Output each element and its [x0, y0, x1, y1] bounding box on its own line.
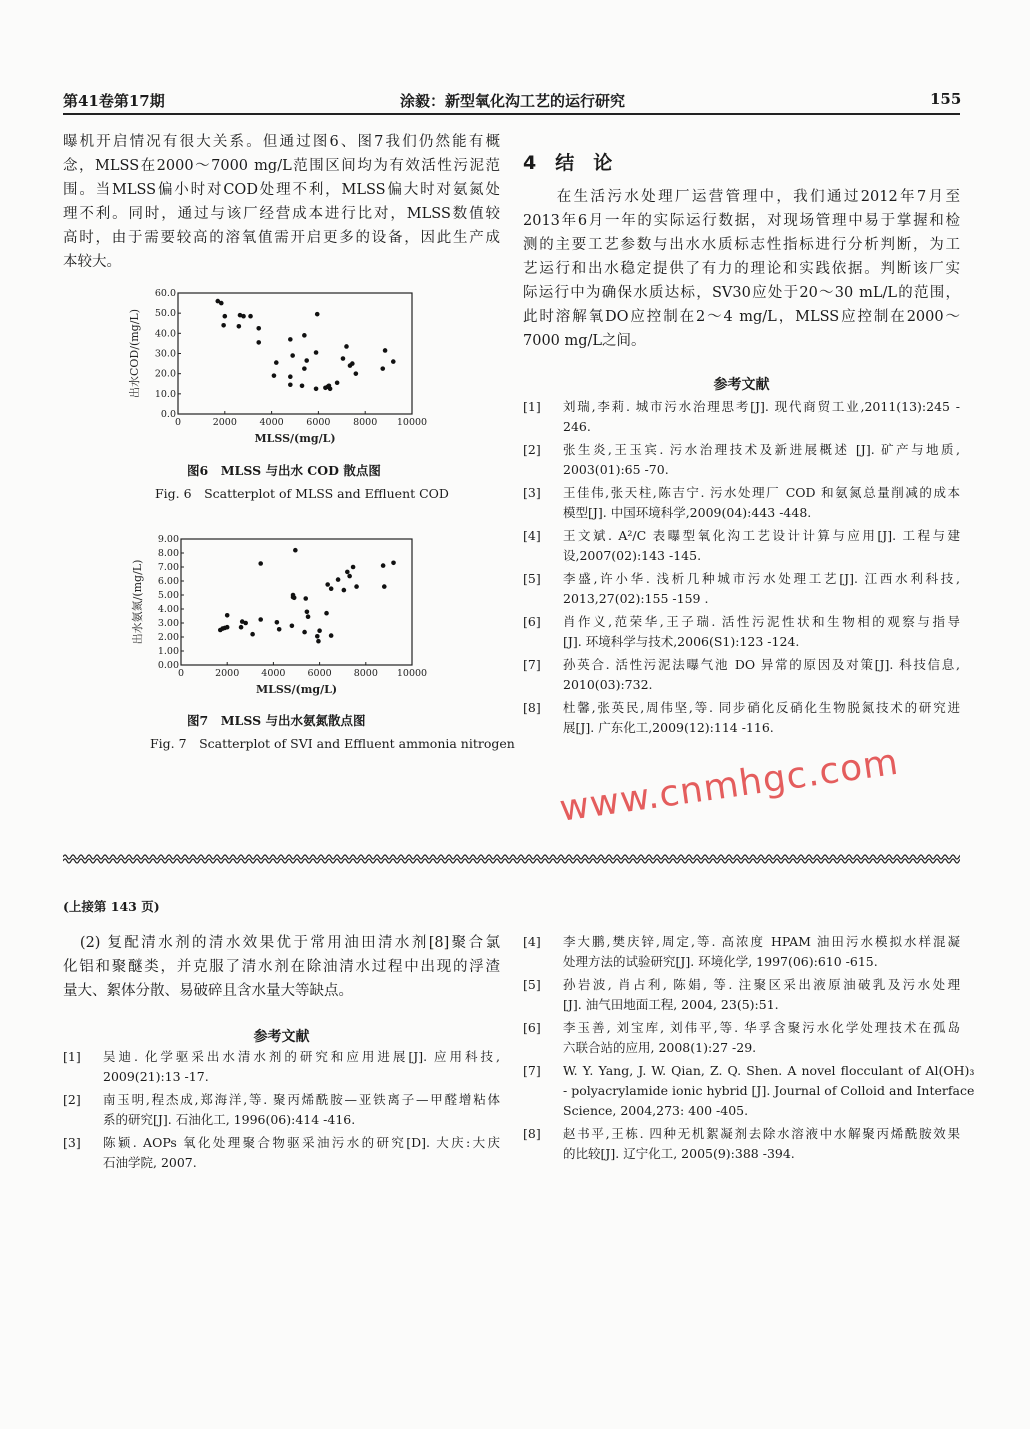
reference-item	[523, 569, 960, 609]
data-point	[239, 625, 244, 630]
reference-number: [1]	[523, 399, 541, 414]
reference-text	[563, 569, 960, 609]
reference-text	[563, 1061, 974, 1121]
data-point	[250, 632, 255, 637]
data-point	[336, 577, 341, 582]
reference-line: 张生炎,王玉宾. 污水治理技术及新进展概述 [J]. 矿产与地质,	[563, 442, 960, 457]
data-point	[314, 350, 319, 355]
reference-text	[563, 483, 960, 523]
reference-text	[103, 1133, 500, 1173]
data-point	[277, 627, 282, 632]
reference-number: [5]	[523, 571, 541, 586]
reference-line: 吴迪. 化学驱采出水清水剂的研究和应用进展[J]. 应用科技,	[103, 1049, 500, 1064]
data-point	[329, 586, 334, 591]
reference-item	[523, 1061, 975, 1121]
y-tick-label: 50.0	[154, 308, 176, 320]
data-point	[288, 374, 293, 379]
text-line: 际运行中为确保水质达标，SV30应处于20～30 mL/L的范围，	[523, 285, 960, 301]
reference-item	[523, 612, 960, 652]
plot-frame	[181, 539, 412, 665]
data-point	[256, 340, 261, 345]
data-point	[328, 386, 333, 391]
y-tick-label: 2.00	[157, 632, 179, 643]
text-line: 在生活污水处理厂运营管理中，我们通过2012年7月至	[523, 189, 960, 205]
running-title: 涂毅：新型氧化沟工艺的运行研究	[400, 92, 626, 110]
reference-line: 的比较[J]. 辽宁化工, 2005(9):388 -394.	[563, 1146, 795, 1161]
data-point	[258, 561, 263, 566]
data-point	[300, 383, 305, 388]
references-list-bottom-right	[523, 932, 975, 1167]
text-line: 此时溶解氧DO应控制在2～4 mg/L，MLSS应控制在2000～	[523, 309, 960, 325]
reference-text	[563, 932, 960, 972]
y-tick-label: 9.00	[157, 534, 179, 545]
reference-number: [8]	[523, 700, 541, 715]
x-tick-label: 2000	[215, 668, 240, 679]
reference-line: 李玉善, 刘宝库, 刘伟平,等. 华孚含聚污水化学处理技术在孤岛	[563, 1020, 960, 1035]
data-point	[290, 624, 295, 629]
reference-item	[523, 440, 960, 480]
x-tick-label: 6000	[307, 668, 332, 679]
x-axis-label: MLSS/(mg/L)	[255, 683, 338, 696]
reference-text	[103, 1047, 500, 1087]
reference-number: [3]	[523, 485, 541, 500]
reference-line: 2013,27(02):155 -159 .	[563, 591, 709, 606]
reference-item	[63, 1133, 500, 1173]
data-point	[381, 563, 386, 568]
data-point	[380, 366, 385, 371]
reference-number: [6]	[523, 614, 541, 629]
reference-number: [2]	[63, 1092, 81, 1107]
x-axis-label: MLSS/(mg/L)	[254, 432, 336, 445]
data-point	[341, 356, 346, 361]
y-tick-label: 3.00	[157, 618, 179, 629]
bottom-paragraph	[63, 931, 500, 1003]
data-point	[347, 574, 352, 579]
text-line: (2) 复配清水剂的清水效果优于常用油田清水剂[8]聚合氯	[63, 935, 500, 951]
reference-line: 2009(21):13 -17.	[103, 1069, 209, 1084]
figure-6-caption-cn: 图6 MLSS 与出水 COD 散点图	[187, 463, 381, 478]
data-point	[248, 314, 253, 319]
data-point	[329, 633, 334, 638]
data-point	[317, 628, 322, 633]
reference-number: [3]	[63, 1135, 81, 1150]
reference-line: 李盛,许小华. 浅析几种城市污水处理工艺[J]. 江西水利科技,	[563, 571, 960, 586]
reference-line: 刘瑞,李莉. 城市污水治理思考[J]. 现代商贸工业,2011(13):245 -	[563, 399, 960, 414]
data-point	[335, 380, 340, 385]
y-tick-label: 10.0	[154, 388, 176, 400]
reference-number: [6]	[523, 1020, 541, 1035]
data-point	[315, 634, 320, 639]
reference-line: 展[J]. 广东化工,2009(12):114 -116.	[563, 720, 774, 735]
data-point	[351, 565, 356, 570]
reference-number: [2]	[523, 442, 541, 457]
data-point	[221, 323, 226, 328]
data-point	[288, 382, 293, 387]
reference-number: [4]	[523, 528, 541, 543]
reference-number: [4]	[523, 934, 541, 949]
header-rule	[63, 113, 960, 115]
data-point	[325, 582, 330, 587]
data-point	[243, 621, 248, 626]
data-point	[354, 584, 359, 589]
reference-line: 王文斌. A²/C 表曝型氧化沟工艺设计计算与应用[J]. 工程与建	[563, 528, 960, 543]
data-point	[382, 584, 387, 589]
x-tick-label: 10000	[396, 668, 428, 679]
data-point	[256, 326, 261, 331]
data-point	[383, 348, 388, 353]
data-point	[274, 360, 279, 365]
y-axis-label: 出水氨氮/(mg/L)	[131, 559, 144, 645]
reference-number: [5]	[523, 977, 541, 992]
data-point	[391, 561, 396, 566]
text-line: 7000 mg/L之间。	[523, 333, 646, 349]
watermark: www.cnmhgc.com	[557, 741, 902, 830]
data-point	[305, 610, 310, 615]
reference-line: 肖作义,范荣华,王子瑞. 活性污泥性状和生物相的观察与指导	[563, 614, 960, 629]
reference-line: 系的研究[J]. 石油化工, 1996(06):414 -416.	[103, 1112, 356, 1127]
reference-line: [J]. 环境科学与技术,2006(S1):123 -124.	[563, 634, 800, 649]
page-number: 155	[930, 90, 962, 108]
x-tick-label: 4000	[259, 417, 284, 428]
x-tick-label: 6000	[306, 417, 331, 428]
y-tick-label: 7.00	[157, 562, 179, 573]
text-line: 化铝和聚醚类，并克服了清水剂在除油清水过程中出现的浮渣	[63, 959, 500, 975]
reference-item	[523, 1018, 960, 1058]
reference-text	[563, 612, 960, 652]
reference-line: W. Y. Yang, J. W. Qian, Z. Q. Shen. A novel flocculant of Al(OH)₃	[563, 1063, 975, 1078]
y-axis-label: 出水COD/(mg/L)	[128, 308, 141, 399]
data-point	[315, 312, 320, 317]
data-point	[241, 314, 246, 319]
text-line: 测的主要工艺参数与出水水质标志性指标进行分析判断，为工	[523, 237, 960, 253]
reference-line: 李大鹏,樊庆锌,周定,等. 高浓度 HPAM 油田污水模拟水样混凝	[563, 934, 960, 949]
text-line: 本较大。	[63, 254, 121, 270]
data-point	[306, 614, 311, 619]
data-point	[223, 314, 228, 319]
data-point	[302, 366, 307, 371]
reference-item	[523, 975, 960, 1015]
y-tick-label: 4.00	[157, 604, 179, 615]
reference-text	[563, 526, 960, 566]
text-line: 围。当MLSS偏小时对COD处理不利，MLSS偏大时对氨氮处	[63, 182, 500, 198]
reference-text	[563, 397, 960, 437]
reference-line: 王佳伟,张天柱,陈吉宁. 污水处理厂 COD 和氨氮总量削减的成本	[563, 485, 960, 500]
data-point	[225, 625, 230, 630]
data-point	[275, 620, 280, 625]
data-point	[292, 596, 297, 601]
reference-line: 2003(01):65 -70.	[563, 462, 669, 477]
figure-6-caption-en: Fig. 6 Scatterplot of MLSS and Effluent COD	[155, 486, 449, 501]
reference-line: 赵书平,王栋. 四种无机絮凝剂去除水溶液中水解聚丙烯酰胺效果	[563, 1126, 960, 1141]
text-line: 高时，由于需要较高的溶氧值需开启更多的设备，因此生产成	[63, 230, 500, 246]
body-paragraph	[63, 130, 500, 274]
reference-line: 2010(03):732.	[563, 677, 653, 692]
reference-item	[63, 1047, 500, 1087]
data-point	[391, 359, 396, 364]
reference-line: [J]. 油气田地面工程, 2004, 23(5):51.	[563, 997, 779, 1012]
reference-line: 南玉明,程杰成,郑海洋,等. 聚丙烯酰胺—亚铁离子—甲醛增粘体	[103, 1092, 500, 1107]
reference-line: 石油学院, 2007.	[103, 1155, 197, 1170]
reference-line: 孙岩波, 肖占利, 陈娟, 等. 注聚区采出液原油破乳及污水处理	[563, 977, 960, 992]
plot-frame	[178, 293, 412, 414]
references-title: 参考文献	[713, 377, 770, 393]
data-point	[354, 371, 359, 376]
data-point	[225, 613, 230, 618]
reference-item	[523, 1124, 960, 1164]
section-divider	[63, 852, 960, 866]
y-tick-label: 6.00	[157, 576, 179, 587]
text-line: 2013年6月一年的实际运行数据，对现场管理中易于掌握和检	[523, 213, 960, 229]
reference-item	[523, 655, 960, 695]
reference-line: 六联合站的应用, 2008(1):27 -29.	[563, 1040, 757, 1055]
data-point	[345, 570, 350, 575]
data-point	[304, 358, 309, 363]
x-tick-label: 8000	[353, 668, 378, 679]
y-tick-label: 1.00	[157, 646, 179, 657]
y-tick-label: 60.0	[154, 288, 176, 299]
reference-item	[63, 1090, 500, 1130]
x-tick-label: 4000	[261, 668, 286, 679]
y-tick-label: 0.0	[160, 409, 176, 420]
continued-note: (上接第 143 页)	[63, 899, 160, 914]
data-point	[290, 353, 295, 358]
reference-item	[523, 483, 960, 523]
figure-7-caption-en: Fig. 7 Scatterplot of SVI and Effluent ammonia nitrogen	[150, 736, 515, 751]
x-tick-label: 10000	[396, 417, 428, 428]
data-point	[314, 386, 319, 391]
reference-item	[523, 932, 960, 972]
reference-number: [8]	[523, 1126, 541, 1141]
y-tick-label: 30.0	[154, 348, 176, 360]
data-point	[237, 324, 242, 329]
data-point	[288, 337, 293, 342]
data-point	[302, 630, 307, 635]
data-point	[219, 301, 224, 306]
reference-line: - polyacrylamide ionic hybrid [J]. Journal of Colloid and Interface	[563, 1083, 975, 1098]
x-tick-label: 8000	[353, 417, 378, 428]
conclusion-paragraph	[523, 185, 960, 353]
reference-text	[563, 440, 960, 480]
text-line: 曝机开启情况有很大关系。但通过图6、图7我们仍然能有概	[63, 134, 500, 150]
reference-line: 杜馨,张英民,周伟坚,等. 同步硝化反硝化生物脱氮技术的研究进	[563, 700, 960, 715]
journal-issue: 第41卷第17期	[63, 92, 165, 110]
data-point	[316, 639, 321, 644]
data-point	[344, 344, 349, 349]
reference-text	[563, 1124, 960, 1164]
reference-line: 陈颖. AOPs 氧化处理聚合物驱采油污水的研究[D]. 大庆:大庆	[103, 1135, 500, 1150]
references-list	[523, 397, 960, 741]
reference-line: 处理方法的试验研究[J]. 环境化学, 1997(06):610 -615.	[563, 954, 878, 969]
text-line: 艺运行和出水稳定提供了有力的理论和实践依据。判断该厂实	[523, 261, 960, 277]
reference-line: Science, 2004,273: 400 -405.	[563, 1103, 749, 1118]
reference-item	[523, 397, 960, 437]
y-tick-label: 20.0	[154, 368, 176, 380]
data-point	[324, 611, 329, 616]
reference-text	[563, 698, 960, 738]
references-list-bottom-left	[63, 1047, 500, 1176]
data-point	[302, 333, 307, 338]
data-point	[342, 588, 347, 593]
reference-line: 246.	[563, 419, 591, 434]
reference-text	[103, 1090, 500, 1130]
data-point	[258, 617, 263, 622]
reference-line: 孙英合. 活性污泥法曝气池 DO 异常的原因及对策[J]. 科技信息,	[563, 657, 960, 672]
figure-7-chart	[125, 528, 445, 698]
references-title-bottom: 参考文献	[253, 1029, 310, 1045]
y-tick-label: 5.00	[157, 590, 179, 601]
text-line: 念，MLSS在2000～7000 mg/L范围区间均为有效活性污泥范	[63, 158, 500, 174]
y-tick-label: 8.00	[157, 548, 179, 559]
data-point	[272, 373, 277, 378]
data-point	[350, 361, 355, 366]
section-heading: 4 结 论	[523, 152, 613, 174]
y-tick-label: 40.0	[154, 328, 176, 340]
reference-item	[523, 526, 960, 566]
text-line: 理不利。同时，通过与该厂经营成本进行比对，MLSS数值较	[63, 206, 500, 222]
y-tick-label: 0.00	[157, 660, 179, 671]
reference-number: [7]	[523, 657, 541, 672]
data-point	[303, 596, 308, 601]
reference-number: [1]	[63, 1049, 81, 1064]
reference-text	[563, 1018, 960, 1058]
reference-number: [7]	[523, 1063, 541, 1078]
text-line: 量大、絮体分散、易破碎且含水量大等缺点。	[63, 983, 353, 999]
figure-6-chart	[125, 280, 445, 450]
reference-text	[563, 975, 960, 1015]
x-tick-label: 2000	[212, 417, 237, 428]
reference-text	[563, 655, 960, 695]
x-tick-label: 0	[174, 417, 182, 428]
data-point	[293, 548, 298, 553]
reference-line: 模型[J]. 中国环境科学,2009(04):443 -448.	[563, 505, 812, 520]
reference-line: 设,2007(02):143 -145.	[563, 548, 702, 563]
x-tick-label: 0	[177, 668, 185, 679]
reference-item	[523, 698, 960, 738]
figure-7-caption-cn: 图7 MLSS 与出水氨氮散点图	[187, 713, 366, 728]
